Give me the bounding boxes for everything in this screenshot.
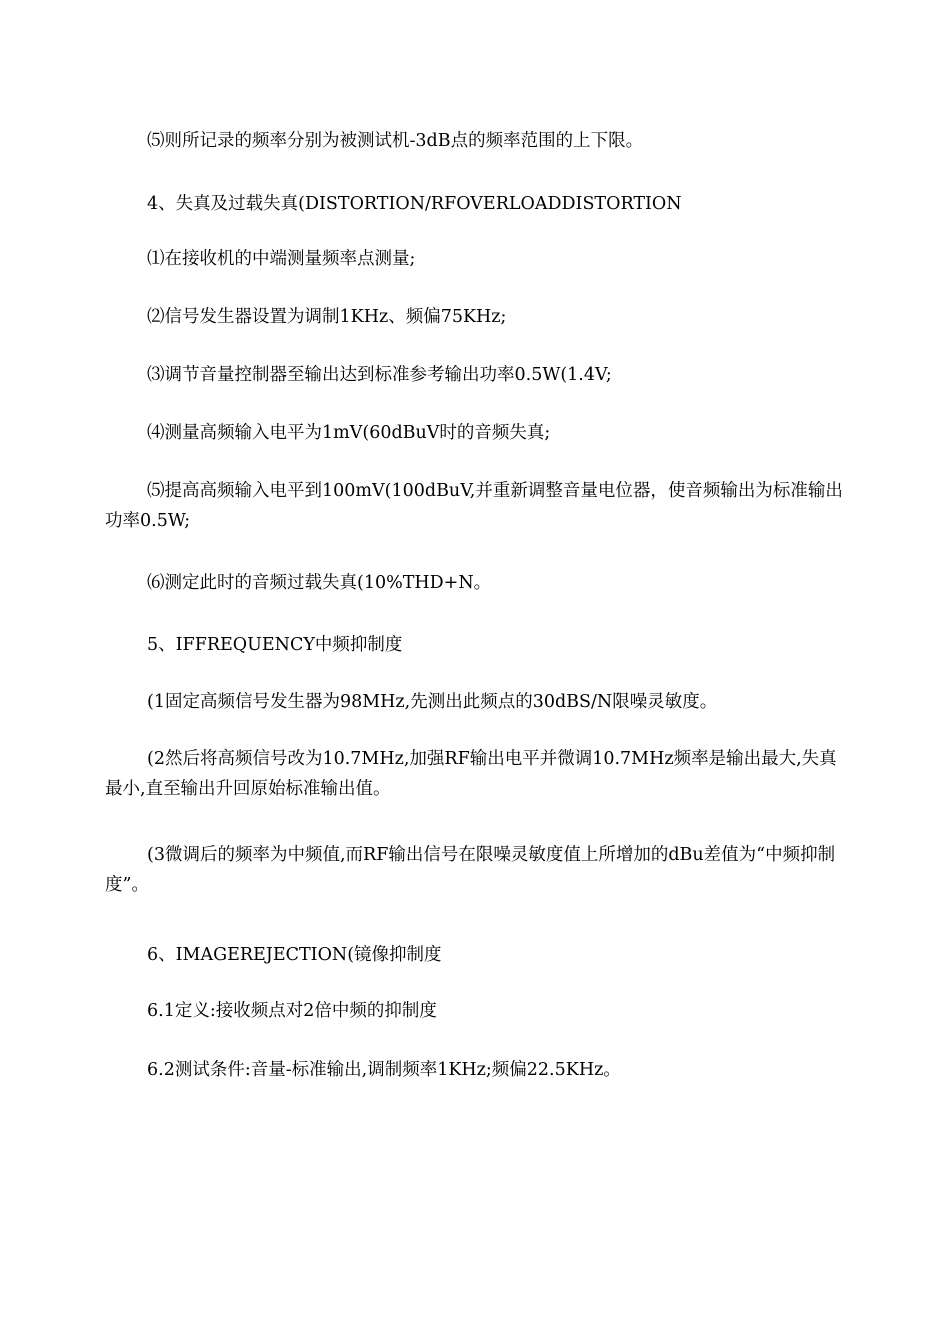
- paragraph-image-rejection-definition: 6.1定义:接收频点对2倍中频的抑制度: [147, 1001, 437, 1021]
- paragraph-distortion-step-4: ⑷测量高频输入电平为1mV(60dBuV时的音频失真;: [147, 423, 551, 443]
- paragraph-if-rejection-step-2: (2然后将高频信号改为10.7MHz,加强RF输出电平并微调10.7MHz频率是输出最大,失真最小,直至输出升回原始标准输出值。: [105, 749, 837, 799]
- paragraph-distortion-step-3: ⑶调节音量控制器至输出达到标准参考输出功率0.5W(1.4V;: [147, 365, 612, 385]
- paragraph-distortion-step-2: ⑵信号发生器设置为调制1KHz、频偏75KHz;: [147, 307, 507, 327]
- paragraph-bandwidth-limits: ⑸则所记录的频率分别为被测试机-3dB点的频率范围的上下限。: [147, 131, 644, 151]
- paragraph-distortion-step-1: ⑴在接收机的中端测量频率点测量;: [147, 249, 416, 269]
- paragraph-if-rejection-step-3: (3微调后的频率为中频值,而RF输出信号在限噪灵敏度值上所增加的dBu差值为“中频抑制度”。: [105, 845, 836, 895]
- heading-if-rejection: 5、IFFREQUENCY中频抑制度: [147, 635, 403, 655]
- heading-image-rejection: 6、IMAGEREJECTION(镜像抑制度: [147, 945, 442, 965]
- heading-distortion: 4、失真及过载失真(DISTORTION/RFOVERLOADDISTORTION: [147, 194, 682, 214]
- paragraph-if-rejection-step-1: (1固定高频信号发生器为98MHz,先测出此频点的30dBS/N限噪灵敏度。: [147, 692, 718, 712]
- paragraph-distortion-step-6: ⑹测定此时的音频过载失真(10%THD+N。: [147, 573, 492, 593]
- paragraph-image-rejection-conditions: 6.2测试条件:音量-标准输出,调制频率1KHz;频偏22.5KHz。: [147, 1060, 621, 1080]
- paragraph-distortion-step-5: ⑸提高高频输入电平到100mV(100dBuV,并重新调整音量电位器，使音频输出为标准输出功率0.5W;: [105, 481, 843, 531]
